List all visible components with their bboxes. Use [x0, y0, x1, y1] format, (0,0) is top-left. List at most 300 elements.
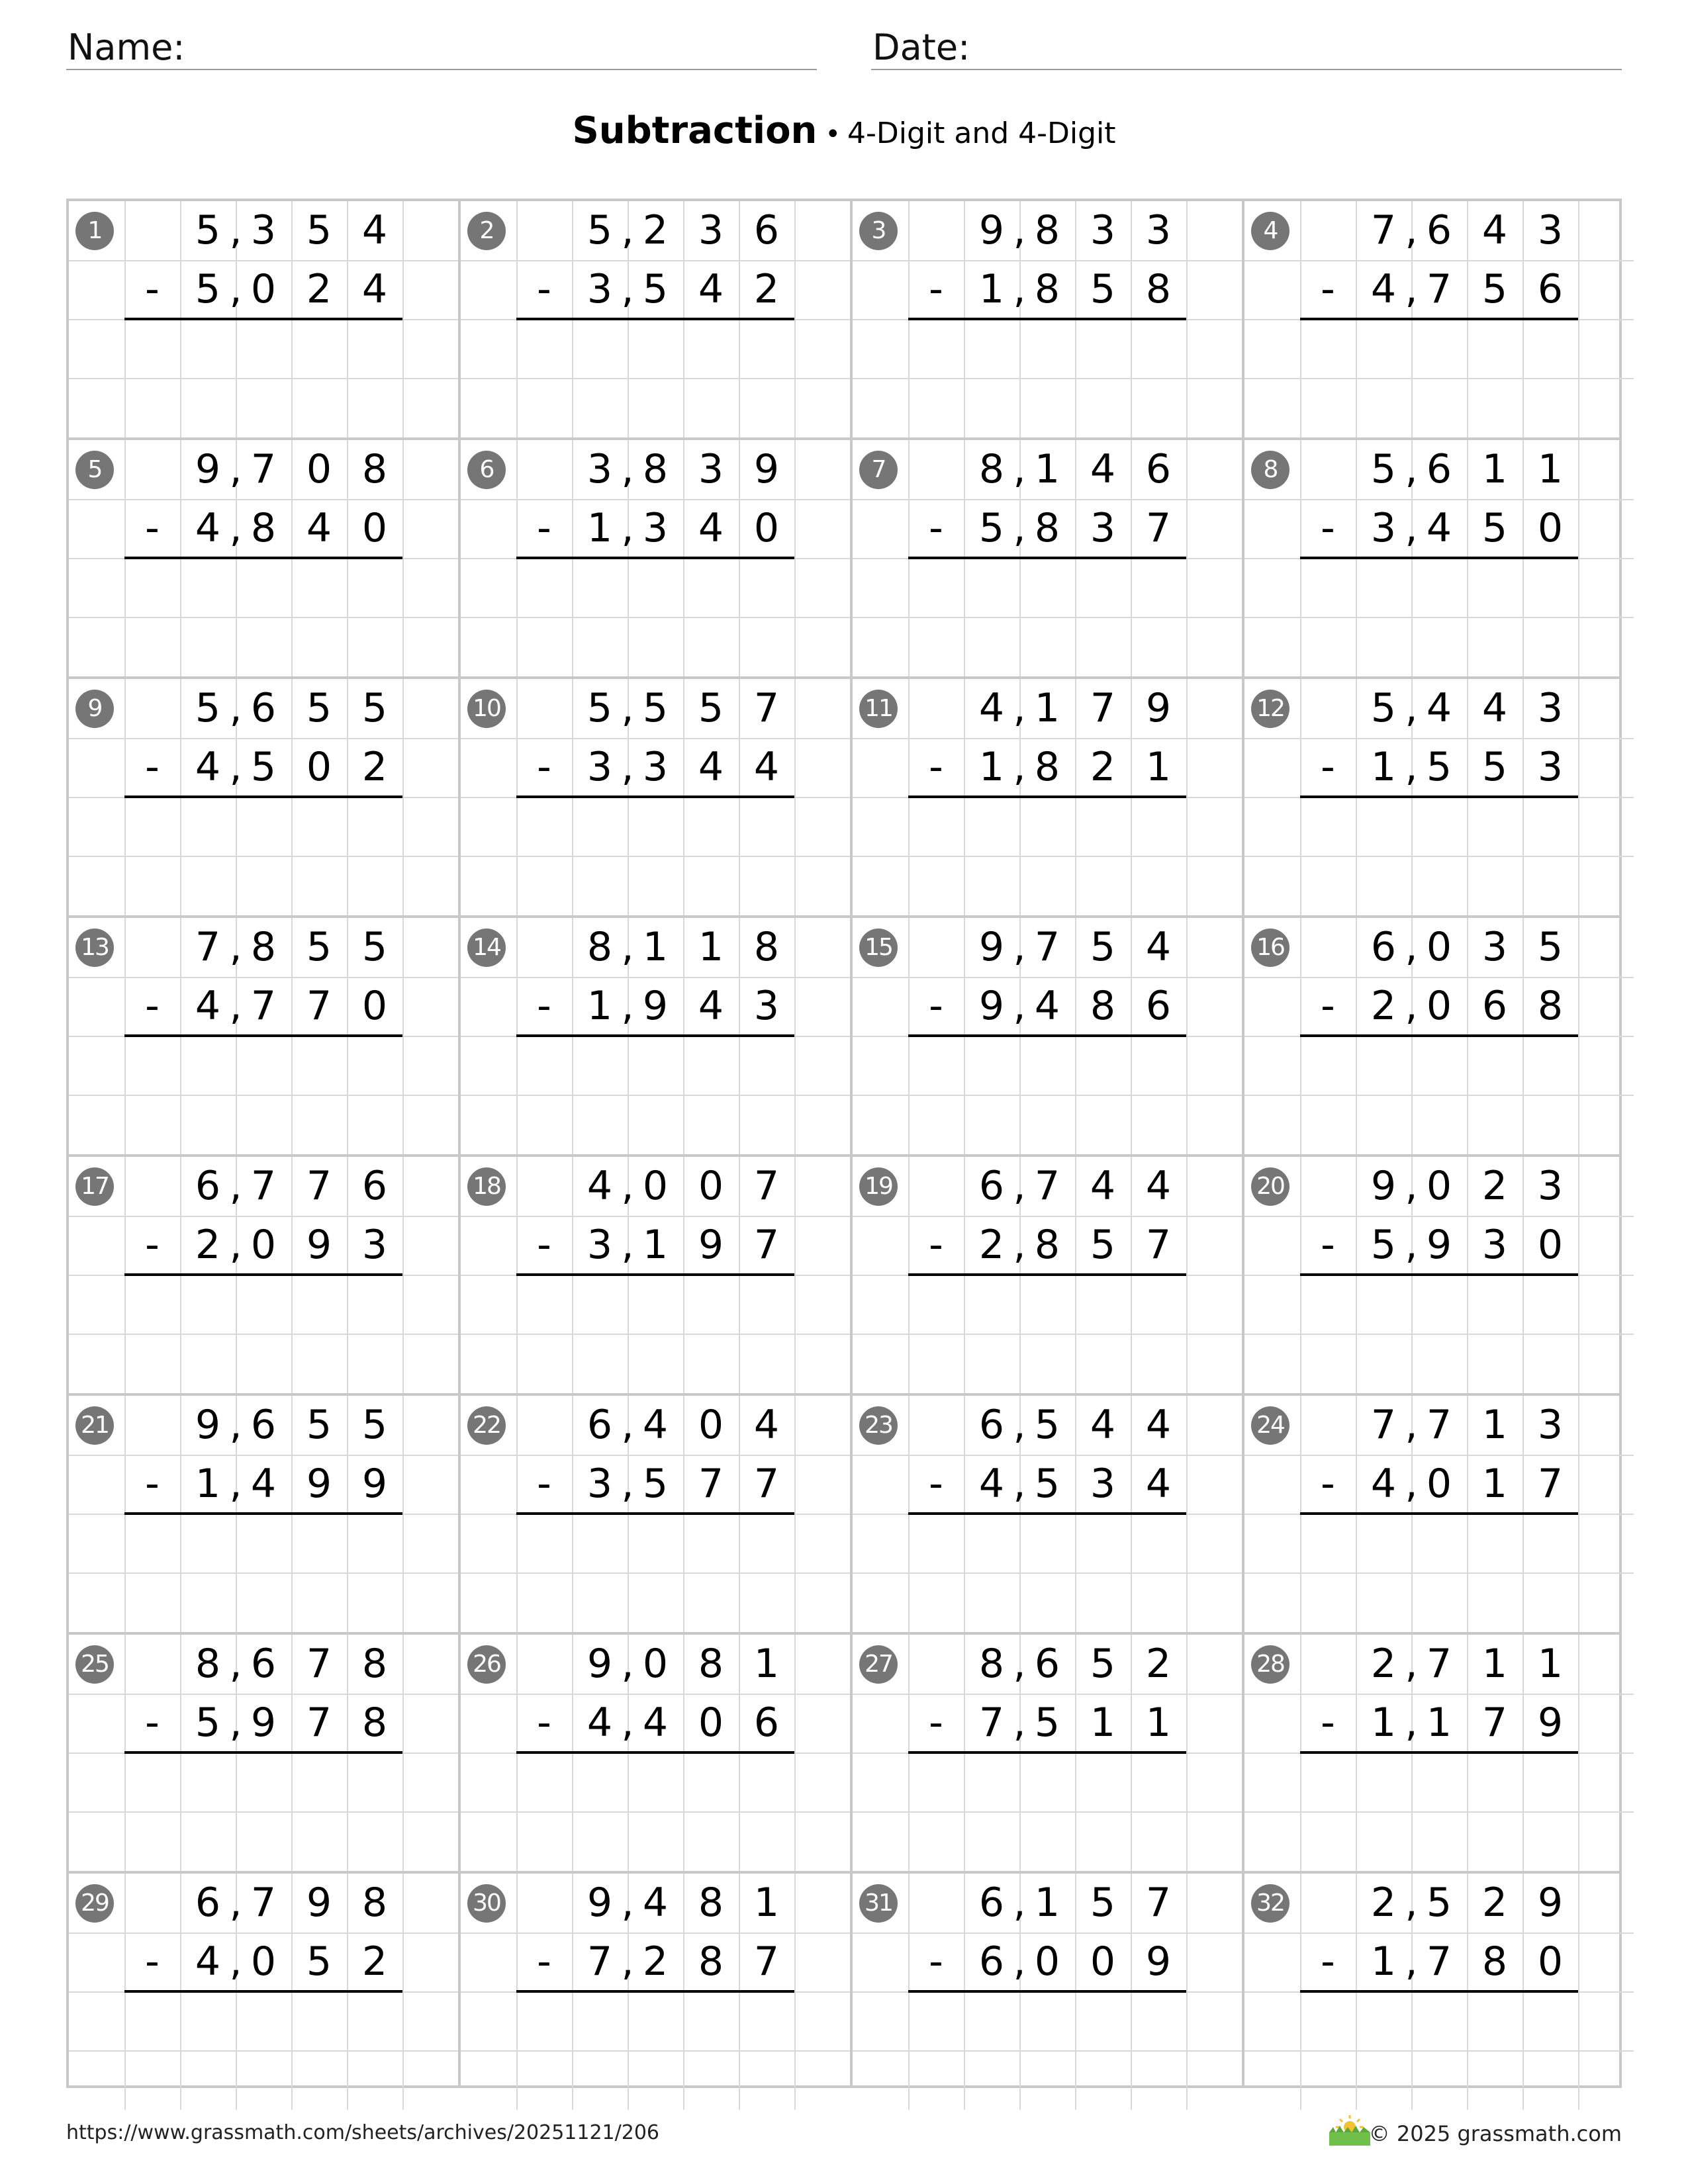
minus-sign: - — [145, 983, 160, 1029]
digit: 8 — [978, 446, 1005, 492]
answer-area[interactable] — [516, 1993, 794, 2110]
digit: 2 — [1090, 744, 1116, 790]
digit: 3 — [1145, 207, 1172, 253]
thousands-separator: , — [621, 446, 634, 492]
digit: 8 — [978, 1641, 1005, 1687]
digit: 5 — [1090, 1880, 1116, 1926]
digit: 5 — [1426, 744, 1452, 790]
digit: 5 — [1090, 1222, 1116, 1268]
digit: 9 — [978, 924, 1005, 970]
digit: 4 — [195, 983, 221, 1029]
digit: 5 — [642, 685, 669, 731]
thousands-separator: , — [1013, 266, 1026, 312]
subtrahend — [1244, 1933, 1634, 1991]
date-field[interactable] — [871, 24, 1622, 70]
thousands-separator: , — [1405, 1700, 1418, 1746]
thousands-separator: , — [621, 207, 634, 253]
answer-area[interactable] — [1300, 1754, 1578, 1871]
minus-sign: - — [145, 1222, 160, 1268]
digit: 3 — [1090, 1461, 1116, 1507]
answer-area[interactable] — [516, 1754, 794, 1871]
subtrahend — [69, 738, 458, 797]
digit: 0 — [1426, 1163, 1452, 1209]
problem-number-badge: 8 — [1251, 451, 1289, 489]
minus-sign: - — [1321, 744, 1335, 790]
digit: 0 — [1426, 924, 1452, 970]
digit: 2 — [978, 1222, 1005, 1268]
digit: 1 — [698, 924, 724, 970]
minuend — [853, 1874, 1242, 1933]
thousands-separator: , — [1405, 505, 1418, 551]
grass-sun-logo-icon — [1327, 2113, 1373, 2147]
digit: 8 — [1090, 983, 1116, 1029]
row-divider — [69, 915, 1619, 918]
minus-sign: - — [929, 1938, 943, 1985]
problem-grid — [66, 199, 1622, 2088]
thousands-separator: , — [621, 1461, 634, 1507]
digit: 5 — [306, 924, 332, 970]
digit: 4 — [586, 1700, 613, 1746]
problem-22 — [461, 1396, 850, 1632]
digit: 4 — [1090, 1402, 1116, 1448]
minus-sign: - — [929, 1222, 943, 1268]
thousands-separator: , — [621, 685, 634, 731]
thousands-separator: , — [1013, 983, 1026, 1029]
digit: 0 — [642, 1641, 669, 1687]
digit: 1 — [1034, 446, 1060, 492]
digit: 4 — [1090, 1163, 1116, 1209]
problem-15 — [853, 918, 1242, 1154]
digit: 3 — [586, 1461, 613, 1507]
digit: 4 — [753, 744, 780, 790]
subtrahend — [1244, 1694, 1634, 1752]
problem-11 — [853, 679, 1242, 915]
digit: 2 — [1370, 1880, 1397, 1926]
minuend — [1244, 1157, 1634, 1216]
digit: 2 — [195, 1222, 221, 1268]
digit: 0 — [1090, 1938, 1116, 1985]
answer-area[interactable] — [908, 1037, 1186, 1154]
digit: 2 — [1481, 1163, 1508, 1209]
digit: 7 — [753, 1461, 780, 1507]
thousands-separator: , — [1013, 1938, 1026, 1985]
column-divider — [1242, 201, 1244, 2085]
digit: 5 — [195, 266, 221, 312]
problem-number-badge: 30 — [467, 1884, 506, 1923]
title-separator: • — [825, 119, 841, 150]
thousands-separator: , — [1013, 744, 1026, 790]
thousands-separator: , — [1405, 744, 1418, 790]
thousands-separator: , — [621, 1641, 634, 1687]
digit: 5 — [306, 1938, 332, 1985]
answer-area[interactable] — [124, 798, 402, 915]
problem-number-badge: 10 — [467, 690, 506, 728]
digit: 7 — [306, 983, 332, 1029]
digit: 0 — [250, 1222, 277, 1268]
answer-area[interactable] — [908, 798, 1186, 915]
digit: 9 — [195, 1402, 221, 1448]
problem-number-badge: 5 — [75, 451, 114, 489]
digit: 9 — [1426, 1222, 1452, 1268]
digit: 8 — [1145, 266, 1172, 312]
answer-area[interactable] — [124, 1037, 402, 1154]
thousands-separator: , — [229, 924, 242, 970]
digit: 2 — [642, 1938, 669, 1985]
problem-25 — [69, 1635, 458, 1871]
digit: 7 — [250, 1880, 277, 1926]
digit: 8 — [361, 446, 388, 492]
digit: 5 — [978, 505, 1005, 551]
digit: 5 — [306, 685, 332, 731]
digit: 9 — [306, 1461, 332, 1507]
digit: 6 — [250, 1402, 277, 1448]
problem-29 — [69, 1874, 458, 2110]
problem-19 — [853, 1157, 1242, 1393]
thousands-separator: , — [621, 1700, 634, 1746]
name-field[interactable] — [66, 24, 817, 70]
answer-area[interactable] — [124, 559, 402, 676]
subtrahend — [461, 1216, 850, 1275]
digit: 2 — [1370, 983, 1397, 1029]
digit: 0 — [698, 1163, 724, 1209]
answer-area[interactable] — [516, 559, 794, 676]
row-divider — [69, 1632, 1619, 1635]
digit: 1 — [1426, 1700, 1452, 1746]
minuend — [461, 440, 850, 499]
minus-sign: - — [537, 1222, 551, 1268]
subtrahend — [461, 738, 850, 797]
digit: 9 — [1145, 685, 1172, 731]
answer-area[interactable] — [516, 1515, 794, 1632]
digit: 6 — [250, 685, 277, 731]
digit: 7 — [195, 924, 221, 970]
minus-sign: - — [145, 1700, 160, 1746]
answer-area[interactable] — [1300, 320, 1578, 437]
subtrahend — [853, 1455, 1242, 1514]
thousands-separator: , — [229, 505, 242, 551]
digit: 7 — [306, 1163, 332, 1209]
minus-sign: - — [929, 505, 943, 551]
digit: 0 — [361, 505, 388, 551]
digit: 4 — [195, 1938, 221, 1985]
answer-area[interactable] — [908, 559, 1186, 676]
digit: 0 — [250, 1938, 277, 1985]
digit: 9 — [978, 983, 1005, 1029]
digit: 2 — [1370, 1641, 1397, 1687]
problem-12 — [1244, 679, 1634, 915]
thousands-separator: , — [229, 1938, 242, 1985]
thousands-separator: , — [229, 1461, 242, 1507]
problem-number-badge: 20 — [1251, 1167, 1289, 1206]
problem-number-badge: 13 — [75, 929, 114, 967]
digit: 6 — [586, 1402, 613, 1448]
minuend — [853, 918, 1242, 977]
digit: 5 — [1090, 924, 1116, 970]
thousands-separator: , — [1405, 1880, 1418, 1926]
digit: 7 — [1370, 207, 1397, 253]
answer-area[interactable] — [908, 320, 1186, 437]
thousands-separator: , — [229, 1163, 242, 1209]
digit: 6 — [361, 1163, 388, 1209]
subtrahend — [853, 1216, 1242, 1275]
subtrahend — [461, 1455, 850, 1514]
answer-area[interactable] — [1300, 1993, 1578, 2110]
thousands-separator: , — [621, 1163, 634, 1209]
digit: 3 — [1090, 505, 1116, 551]
answer-area[interactable] — [1300, 798, 1578, 915]
minuend — [69, 440, 458, 499]
subtrahend — [69, 260, 458, 319]
problem-2 — [461, 201, 850, 437]
subtrahend — [69, 1216, 458, 1275]
digit: 1 — [1370, 744, 1397, 790]
answer-area[interactable] — [908, 1754, 1186, 1871]
minuend — [853, 1157, 1242, 1216]
minus-sign: - — [929, 1700, 943, 1746]
subtrahend — [853, 977, 1242, 1036]
digit: 7 — [250, 1163, 277, 1209]
digit: 4 — [250, 1461, 277, 1507]
digit: 5 — [361, 924, 388, 970]
digit: 1 — [195, 1461, 221, 1507]
problem-23 — [853, 1396, 1242, 1632]
digit: 9 — [1370, 1163, 1397, 1209]
problem-1 — [69, 201, 458, 437]
digit: 4 — [1090, 446, 1116, 492]
thousands-separator: , — [1013, 1402, 1026, 1448]
digit: 3 — [1537, 1402, 1564, 1448]
digit: 3 — [250, 207, 277, 253]
answer-area[interactable] — [908, 1993, 1186, 2110]
digit: 8 — [195, 1641, 221, 1687]
thousands-separator: , — [1013, 1163, 1026, 1209]
digit: 5 — [586, 685, 613, 731]
thousands-separator: , — [229, 1222, 242, 1268]
digit: 8 — [698, 1641, 724, 1687]
answer-area[interactable] — [1300, 1515, 1578, 1632]
answer-area[interactable] — [124, 1515, 402, 1632]
digit: 5 — [1034, 1700, 1060, 1746]
problem-number-badge: 26 — [467, 1645, 506, 1684]
digit: 8 — [250, 924, 277, 970]
digit: 3 — [698, 207, 724, 253]
digit: 3 — [698, 446, 724, 492]
digit: 7 — [1426, 1938, 1452, 1985]
digit: 6 — [1034, 1641, 1060, 1687]
thousands-separator: , — [1405, 207, 1418, 253]
digit: 5 — [195, 1700, 221, 1746]
problem-number-badge: 1 — [75, 212, 114, 250]
answer-area[interactable] — [516, 798, 794, 915]
digit: 3 — [1481, 924, 1508, 970]
minus-sign: - — [145, 1461, 160, 1507]
problem-number-badge: 14 — [467, 929, 506, 967]
digit: 1 — [1481, 1641, 1508, 1687]
digit: 2 — [753, 266, 780, 312]
digit: 4 — [698, 744, 724, 790]
digit: 5 — [1370, 1222, 1397, 1268]
answer-area[interactable] — [516, 320, 794, 437]
minuend — [461, 1157, 850, 1216]
digit: 5 — [1370, 446, 1397, 492]
problem-13 — [69, 918, 458, 1154]
minuend — [853, 1635, 1242, 1694]
problem-6 — [461, 440, 850, 676]
digit: 2 — [361, 744, 388, 790]
answer-area[interactable] — [516, 1037, 794, 1154]
digit: 0 — [1426, 1461, 1452, 1507]
digit: 7 — [250, 983, 277, 1029]
digit: 8 — [1034, 505, 1060, 551]
digit: 5 — [1481, 744, 1508, 790]
minuend — [69, 918, 458, 977]
minus-sign: - — [1321, 266, 1335, 312]
thousands-separator: , — [1405, 1461, 1418, 1507]
digit: 8 — [361, 1641, 388, 1687]
digit: 3 — [1537, 1163, 1564, 1209]
thousands-separator: , — [1405, 1222, 1418, 1268]
minuend — [1244, 679, 1634, 738]
digit: 4 — [306, 505, 332, 551]
row-divider — [69, 1871, 1619, 1874]
digit: 6 — [195, 1880, 221, 1926]
digit: 2 — [306, 266, 332, 312]
digit: 1 — [978, 266, 1005, 312]
answer-area[interactable] — [124, 1276, 402, 1393]
digit: 0 — [361, 983, 388, 1029]
answer-area[interactable] — [516, 1276, 794, 1393]
minus-sign: - — [537, 1938, 551, 1985]
thousands-separator: , — [1013, 1461, 1026, 1507]
thousands-separator: , — [621, 1938, 634, 1985]
minuend — [461, 918, 850, 977]
digit: 5 — [250, 744, 277, 790]
digit: 9 — [1537, 1700, 1564, 1746]
digit: 6 — [753, 207, 780, 253]
digit: 5 — [306, 1402, 332, 1448]
answer-area[interactable] — [124, 1754, 402, 1871]
minus-sign: - — [537, 266, 551, 312]
digit: 4 — [978, 685, 1005, 731]
problem-24 — [1244, 1396, 1634, 1632]
digit: 0 — [1537, 1938, 1564, 1985]
digit: 9 — [306, 1222, 332, 1268]
digit: 5 — [642, 1461, 669, 1507]
thousands-separator: , — [621, 1222, 634, 1268]
minus-sign: - — [929, 1461, 943, 1507]
minuend — [853, 201, 1242, 260]
digit: 9 — [698, 1222, 724, 1268]
thousands-separator: , — [1405, 1938, 1418, 1985]
thousands-separator: , — [229, 1700, 242, 1746]
digit: 4 — [642, 1700, 669, 1746]
problem-10 — [461, 679, 850, 915]
digit: 3 — [361, 1222, 388, 1268]
digit: 1 — [1537, 1641, 1564, 1687]
digit: 3 — [642, 505, 669, 551]
minus-sign: - — [145, 505, 160, 551]
digit: 5 — [1426, 1880, 1452, 1926]
thousands-separator: , — [229, 744, 242, 790]
digit: 7 — [753, 1938, 780, 1985]
digit: 7 — [1370, 1402, 1397, 1448]
minus-sign: - — [929, 266, 943, 312]
answer-area[interactable] — [1300, 559, 1578, 676]
digit: 3 — [586, 266, 613, 312]
answer-area[interactable] — [124, 320, 402, 437]
minus-sign: - — [1321, 1461, 1335, 1507]
problem-number-badge: 11 — [859, 690, 898, 728]
minuend — [461, 1635, 850, 1694]
problem-number-badge: 27 — [859, 1645, 898, 1684]
problem-number-badge: 29 — [75, 1884, 114, 1923]
digit: 6 — [250, 1641, 277, 1687]
digit: 9 — [250, 1700, 277, 1746]
digit: 4 — [1426, 685, 1452, 731]
digit: 4 — [642, 1880, 669, 1926]
problem-32 — [1244, 1874, 1634, 2110]
digit: 6 — [978, 1938, 1005, 1985]
digit: 1 — [642, 1222, 669, 1268]
digit: 7 — [306, 1641, 332, 1687]
digit: 9 — [586, 1880, 613, 1926]
thousands-separator: , — [1013, 924, 1026, 970]
digit: 4 — [698, 983, 724, 1029]
answer-area[interactable] — [1300, 1037, 1578, 1154]
subtrahend — [1244, 977, 1634, 1036]
answer-area[interactable] — [1300, 1276, 1578, 1393]
problem-number-badge: 2 — [467, 212, 506, 250]
worksheet-title — [0, 105, 1688, 161]
digit: 9 — [195, 446, 221, 492]
thousands-separator: , — [621, 266, 634, 312]
digit: 1 — [1090, 1700, 1116, 1746]
subtrahend — [853, 1694, 1242, 1752]
digit: 5 — [1537, 924, 1564, 970]
digit: 8 — [250, 505, 277, 551]
digit: 6 — [978, 1402, 1005, 1448]
digit: 4 — [978, 1461, 1005, 1507]
digit: 0 — [753, 505, 780, 551]
subtrahend — [461, 1694, 850, 1752]
minuend — [1244, 1396, 1634, 1455]
thousands-separator: , — [1405, 1641, 1418, 1687]
problem-9 — [69, 679, 458, 915]
digit: 0 — [698, 1700, 724, 1746]
minus-sign: - — [929, 744, 943, 790]
title-subtitle: 4-Digit and 4-Digit — [847, 116, 1116, 150]
digit: 3 — [586, 1222, 613, 1268]
digit: 6 — [1370, 924, 1397, 970]
minuend — [461, 1396, 850, 1455]
problem-number-badge: 19 — [859, 1167, 898, 1206]
thousands-separator: , — [1013, 505, 1026, 551]
thousands-separator: , — [229, 446, 242, 492]
minuend — [1244, 440, 1634, 499]
answer-area[interactable] — [908, 1515, 1186, 1632]
digit: 7 — [978, 1700, 1005, 1746]
minuend — [1244, 1635, 1634, 1694]
problem-number-badge: 17 — [75, 1167, 114, 1206]
digit: 1 — [1370, 1938, 1397, 1985]
digit: 4 — [361, 266, 388, 312]
thousands-separator: , — [621, 983, 634, 1029]
digit: 4 — [586, 1163, 613, 1209]
problem-21 — [69, 1396, 458, 1632]
digit: 1 — [1481, 446, 1508, 492]
answer-area[interactable] — [908, 1276, 1186, 1393]
answer-area[interactable] — [124, 1993, 402, 2110]
